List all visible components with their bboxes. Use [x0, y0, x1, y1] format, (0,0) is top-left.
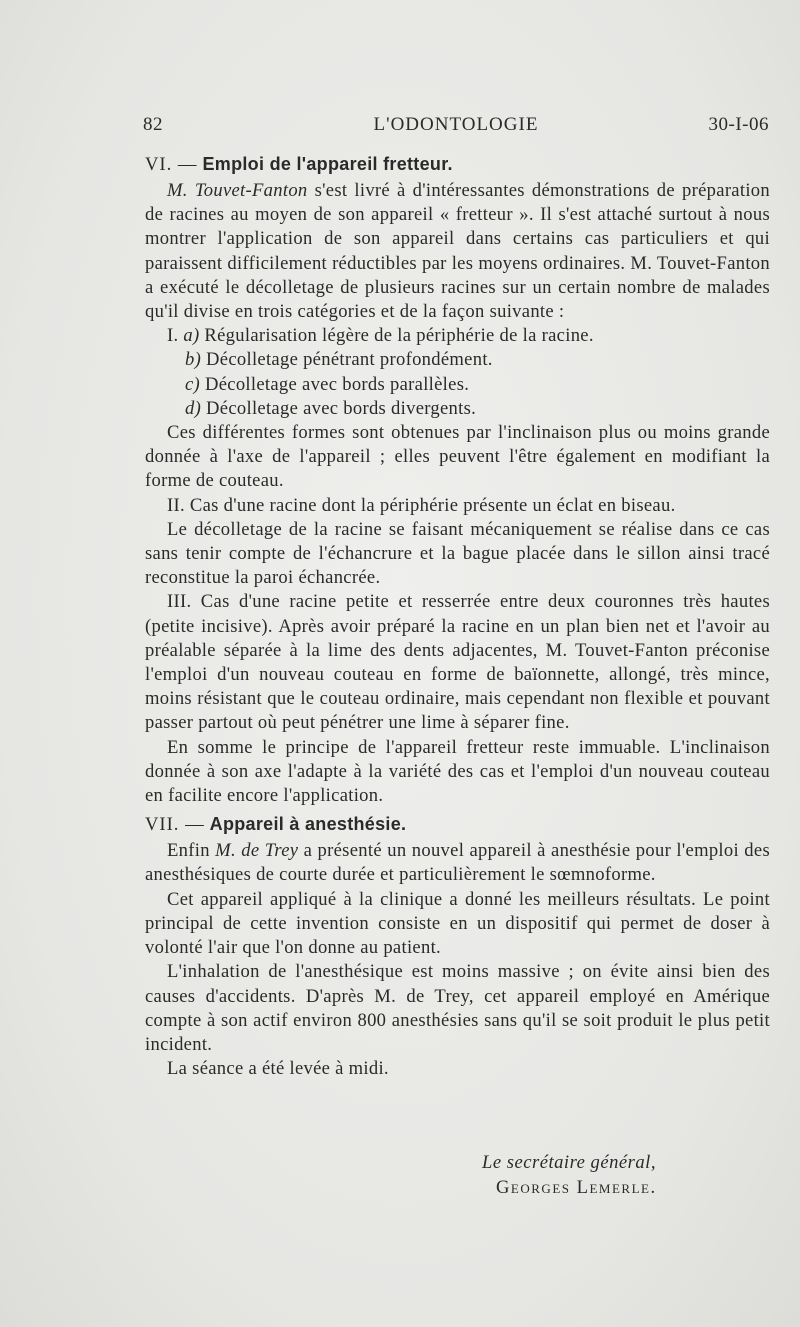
paragraph-text: s'est livré à d'intéressantes démonstrations de préparation de racines au moyen de son appareil « fretteur ». Il s'est attaché surtout à nous montrer l'application de son appareil dans certains cas particuliers et qui paraissent difficilement réductibles par les moyens ordinaires. M. Touvet-Fanton a exécuté le décolletage de plusieurs racines sur un certain nombre de malades qu'il divise en trois catégories et de la façon suivante : — [145, 180, 770, 323]
list-letter: d) — [185, 397, 202, 419]
journal-title: L'ODONTOLOGIE — [373, 114, 539, 135]
list-item — [145, 324, 770, 348]
paragraph: Ces différentes formes sont obtenues par l'inclinaison plus ou moins grande donnée à l'axe de l'appareil ; elles peuvent l'être également en modifiant la forme de couteau. — [145, 422, 770, 492]
person-name: M. Touvet-Fanton — [167, 180, 308, 201]
section-title: Appareil à anesthésie. — [209, 814, 407, 835]
list-item — [145, 373, 770, 397]
section-title: Emploi de l'appareil fretteur. — [202, 154, 453, 174]
list-text: Décolletage pénétrant profondément. — [201, 349, 493, 371]
paragraph-text: Enfin — [167, 840, 216, 862]
section-number: VII. — — [145, 814, 205, 836]
paragraph-text: a présenté un nouvel appareil à anesthésie pour l'emploi des anesthésiques de courte durée et particulièrement le sœmnoforme. — [145, 840, 770, 886]
list-letter: b) — [185, 349, 202, 371]
running-header — [143, 114, 769, 140]
list-text: Décolletage avec bords divergents. — [201, 397, 477, 419]
list-item — [145, 397, 770, 421]
paragraph: En somme le principe de l'appareil fretteur reste immuable. L'inclinaison donnée à son axe l'adapte à la variété des cas et l'emploi d'un nouveau couteau en facilite encore l'application. — [145, 736, 770, 807]
paragraph — [145, 839, 770, 887]
article-body — [145, 150, 770, 1081]
signature-role: Le secrétaire général, — [482, 1152, 656, 1173]
paragraph — [145, 179, 770, 324]
section-number: VI. — — [145, 154, 198, 175]
signature-name: Georges Lemerle. — [496, 1177, 657, 1198]
paragraph: Le décolletage de la racine se faisant mécaniquement se réalise dans ce cas sans tenir compte de l'échancrure et la bague placée dans le sillon ainsi tracé reconstitue la paroi échancrée. — [145, 518, 770, 589]
page-number: 82 — [143, 114, 163, 135]
list-text: Décolletage avec bords parallèles. — [200, 373, 470, 395]
list-letter: c) — [185, 373, 201, 395]
section-heading-vi — [145, 150, 770, 179]
list-text: Régularisation légère de la périphérie de la racine. — [199, 325, 594, 347]
paragraph: La séance a été levée à midi. — [167, 1058, 389, 1080]
signature-block — [470, 1150, 770, 1200]
paragraph: Cet appareil appliqué à la clinique a donné les meilleurs résultats. Le point principal de cette invention consiste en un dispositif qui permet de doser à volonté l'air que l'on donne au patient. — [145, 888, 770, 959]
paragraph: II. Cas d'une racine dont la périphérie présente un éclat en biseau. — [167, 494, 676, 516]
list-item — [145, 348, 770, 372]
paragraph: III. Cas d'une racine petite et resserrée entre deux couronnes très hautes (petite incisive). Après avoir préparé la racine en un plan bien net et l'avoir au préalable séparée à la lime des dents adjacentes, M. Touvet-Fanton préconise l'emploi d'un nouveau couteau en forme de baïonnette, allongé, très mince, moins résistant que le couteau ordinaire, mais cependant non flexible et pouvant passer partout où peut pénétrer une lime à séparer fine. — [145, 591, 770, 734]
section-heading-vii — [145, 810, 770, 839]
paragraph: L'inhalation de l'anesthésique est moins massive ; on évite ainsi bien des causes d'accidents. D'après M. de Trey, cet appareil employé en Amérique compte à son actif environ 800 anesthésies sans qu'il se soit produit le plus petit incident. — [145, 961, 770, 1055]
list-marker: I. — [167, 325, 184, 347]
issue-date: 30-I-06 — [708, 114, 769, 135]
person-name: M. de Trey — [215, 840, 299, 862]
list-letter: a) — [183, 325, 200, 347]
